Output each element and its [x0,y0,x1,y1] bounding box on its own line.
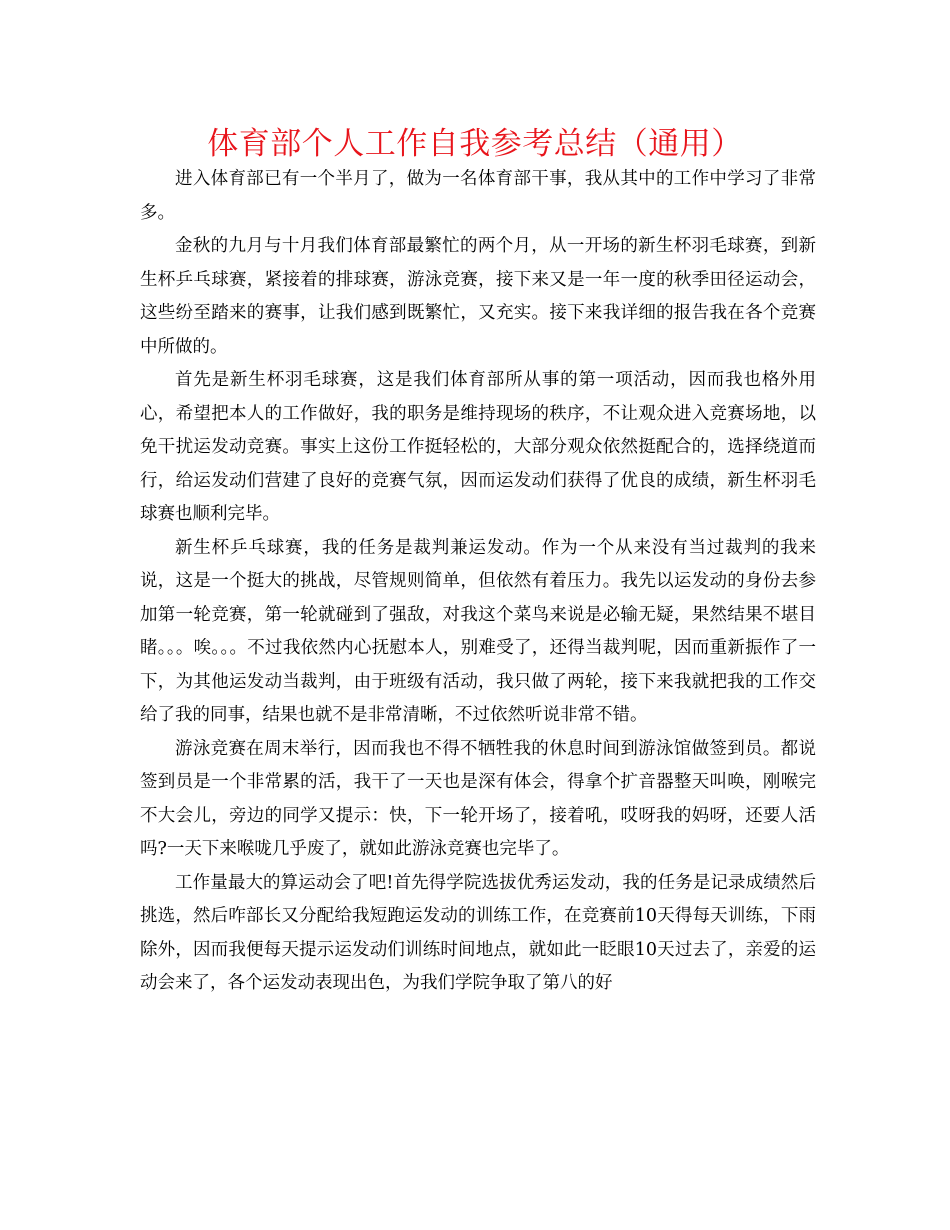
paragraph: 进入体育部已有一个半月了，做为一名体育部干事，我从其中的工作中学习了非常多。 [140,169,816,223]
document-title: 体育部个人工作自我参考总结（通用） [207,126,743,162]
paragraph: 游泳竞赛在周末举行，因而我也不得不牺牲我的休息时间到游泳馆做签到员。都说签到员是一个非常累的活，我干了一天也是深有体会，得拿个扩音器整天叫唤，刚喉完不大会儿，旁边的同学又提示：快，下一轮开场了，接着吼，哎呀我的妈呀，还要人活吗?一天下来喉咙几乎废了，就如此游泳竞赛也完毕了。 [140,738,816,859]
paragraph: 首先是新生杯羽毛球赛，这是我们体育部所从事的第一项活动，因而我也格外用心，希望把本人的工作做好，我的职务是维持现场的秩序，不让观众进入竞赛场地，以免干扰运发动竞赛。事实上这份工作挺轻松的，大部分观众依然挺配合的，选择绕道而行，给运发动们营建了良好的竞赛气氛，因而运发动们获得了优良的成绩，新生杯羽毛球赛也顺利完毕。 [140,370,816,524]
paragraph: 新生杯乒乓球赛，我的任务是裁判兼运发动。作为一个从来没有当过裁判的我来说，这是一个挺大的挑战，尽管规则简单，但依然有着压力。我先以运发动的身份去参加第一轮竞赛，第一轮就碰到了强敌，对我这个菜鸟来说是必输无疑，果然结果不堪目睹。。。唉。。。不过我依然内心抚慰本人，别难受了，还得当裁判呢，因而重新振作了一下，为其他运发动当裁判，由于班级有活动，我只做了两轮，接下来我就把我的工作交给了我的同事，结果也就不是非常清晰，不过依然听说非常不错。 [140,537,816,725]
paragraph: 金秋的九月与十月我们体育部最繁忙的两个月，从一开场的新生杯羽毛球赛，到新生杯乒乓球赛，紧接着的排球赛，游泳竞赛，接下来又是一年一度的秋季田径运动会，这些纷至踏来的赛事，让我们感到既繁忙，又充实。接下来我详细的报告我在各个竞赛中所做的。 [140,236,816,357]
document-body [140,163,816,1001]
paragraph: 工作量最大的算运动会了吧!首先得学院选拔优秀运发动，我的任务是记录成绩然后挑选，然后咋部长又分配给我短跑运发动的训练工作，在竞赛前10天得每天训练，下雨除外，因而我便每天提示运发动们训练时间地点，就如此一眨眼10天过去了，亲爱的运动会来了，各个运发动表现出色，为我们学院争取了第八的好 [140,872,816,993]
